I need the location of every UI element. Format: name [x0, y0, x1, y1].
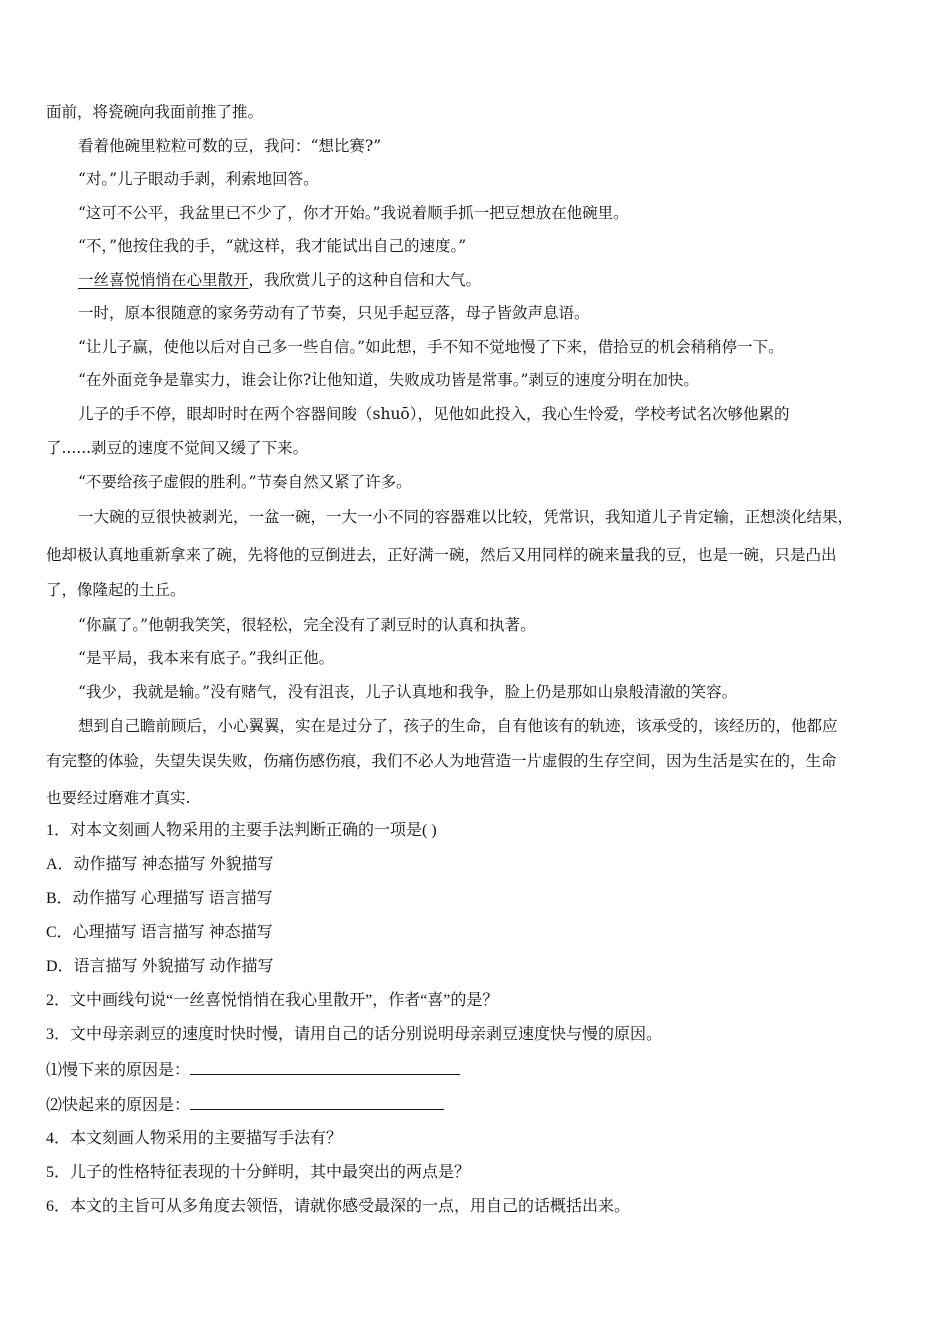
passage-paragraph: “对。”儿子眼动手剥，利索地回答。 — [78, 170, 319, 188]
passage-paragraph: 想到自己瞻前顾后，小心翼翼，实在是过分了，孩子的生命，自有他该有的轨迹，该承受的，该经历的，他都应 — [78, 717, 838, 735]
passage-paragraph: 儿子的手不停，眼却时时在两个容器间睃（shuō），见他如此投入，我心生怜爱，学校考试名次够他累的 — [78, 405, 790, 423]
passage-line: 有完整的体验，失望失误失败，伤痛伤感伤痕，我们不必人为地营造一片虚假的生存空间，因为生活是实在的，生命 — [46, 752, 837, 770]
passage-paragraph: “我少，我就是输。”没有赌气，没有沮丧，儿子认真地和我争，脸上仍是那如山泉般清澈的笑容。 — [78, 683, 738, 701]
passage-text: ，我欣赏儿子的这种自信和大气。 — [248, 271, 482, 289]
question-4: 4．本文刻画人物采用的主要描写手法有？ — [46, 1130, 343, 1147]
answer-blank[interactable] — [190, 1095, 444, 1110]
answer-blank[interactable] — [190, 1060, 460, 1075]
question-5: 5．儿子的性格特征表现的十分鲜明，其中最突出的两点是？ — [46, 1164, 471, 1181]
question-1: 1．对本文刻画人物采用的主要手法判断正确的一项是( ) — [46, 822, 437, 839]
passage-paragraph — [78, 270, 910, 290]
passage-paragraph: “是平局，我本来有底子。”我纠正他。 — [78, 649, 335, 667]
question-6: 6．本文的主旨可从多角度去领悟，请就你感受最深的一点，用自己的话概括出来。 — [46, 1198, 631, 1215]
passage-line: 他却极认真地重新拿来了碗，先将他的豆倒进去，正好满一碗，然后又用同样的碗来量我的豆，也是一碗，只是凸出 — [46, 546, 837, 564]
option-c: C．心理描写 语言描写 神态描写 — [46, 924, 273, 941]
passage-paragraph: “在外面竞争是靠实力，谁会让你?让他知道，失败成功皆是常事。”剥豆的速度分明在加快。 — [78, 371, 699, 389]
passage-paragraph: “你赢了。”他朝我笑笑，很轻松，完全没有了剥豆时的认真和执著。 — [78, 616, 536, 634]
passage-paragraph: 一时，原本很随意的家务劳动有了节奏，只见手起豆落，母子皆敛声息语。 — [78, 304, 590, 322]
question-3-part-2-label: ⑵快起来的原因是： — [46, 1097, 191, 1114]
question-3-part-1 — [46, 1060, 910, 1081]
question-3: 3．文中母亲剥豆的速度时快时慢，请用自己的话分别说明母亲剥豆速度快与慢的原因。 — [46, 1026, 663, 1043]
question-3-part-1-label: ⑴慢下来的原因是： — [46, 1062, 191, 1079]
underlined-sentence: 一丝喜悦悄悄在心里散开 — [78, 271, 249, 289]
passage-line: 了......剥豆的速度不觉间又缓了下来。 — [46, 439, 309, 457]
passage-paragraph: “让儿子赢，使他以后对自己多一些自信。”如此想，手不知不觉地慢了下来，借拾豆的机会稍稍停一下。 — [78, 338, 784, 356]
question-3-part-2 — [46, 1095, 910, 1116]
passage-paragraph: “不，”他按住我的手，“就这样，我才能试出自己的速度。” — [78, 237, 467, 255]
question-2: 2．文中画线句说“一丝喜悦悄悄在我心里散开”，作者“喜”的是？ — [46, 992, 499, 1009]
passage-paragraph: “不要给孩子虚假的胜利。”节奏自然又紧了许多。 — [78, 473, 412, 491]
passage-paragraph: 一大碗的豆很快被剥光，一盆一碗，一大一小不同的容器难以比较，凭常识，我知道儿子肯定输，正想淡化结果， — [78, 508, 854, 526]
option-d: D．语言描写 外貌描写 动作描写 — [46, 958, 274, 975]
option-a: A．动作描写 神态描写 外貌描写 — [46, 856, 274, 873]
option-b: B．动作描写 心理描写 语言描写 — [46, 890, 273, 907]
passage-paragraph: 看着他碗里粒粒可数的豆，我问：“想比赛?” — [78, 137, 382, 155]
passage-line: 了，像隆起的土丘。 — [46, 581, 186, 599]
passage-line: 也要经过磨难才真实. — [46, 789, 191, 807]
passage-line: 面前，将瓷碗向我面前推了推。 — [46, 103, 264, 121]
passage-paragraph: “这可不公平，我盆里已不少了，你才开始。”我说着顺手抓一把豆想放在他碗里。 — [78, 204, 629, 222]
